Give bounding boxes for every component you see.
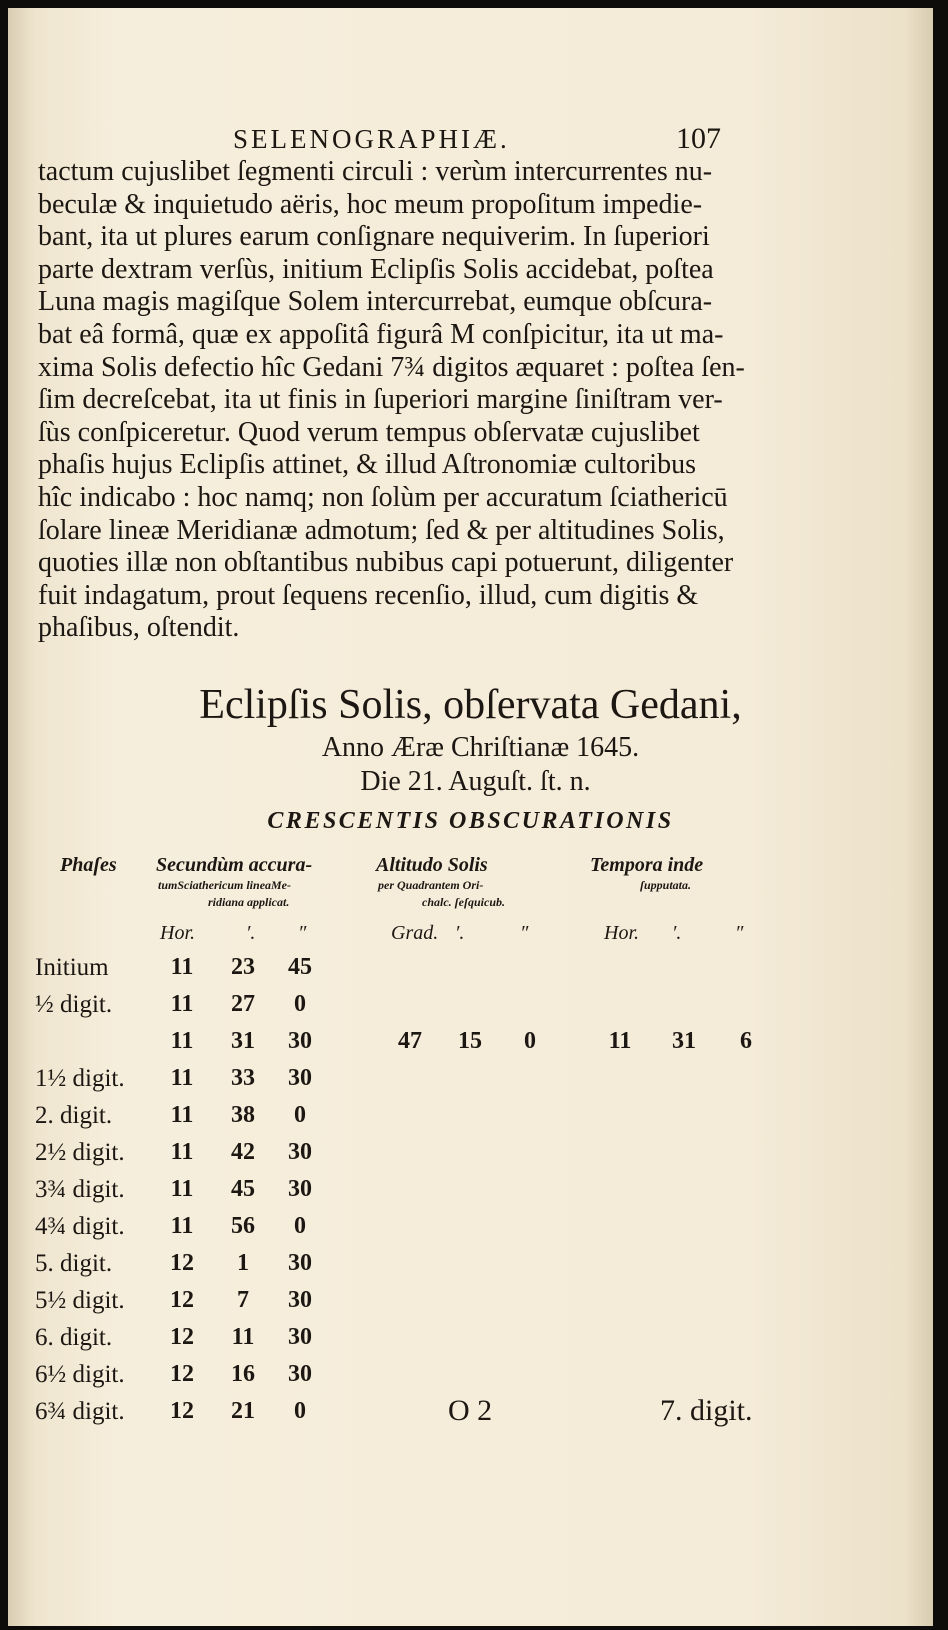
phase-label: Initium [35,954,109,981]
cell-second: 30 [288,1176,312,1202]
cell-time-hour: 11 [608,1028,632,1054]
text-line: phaſis hujus Eclipſis attinet, & illud Aſtronomiæ cultoribus [38,449,696,481]
cell-minute: 23 [231,954,255,980]
cell-minute: 31 [231,1028,255,1054]
col-title: Tempora inde [590,854,704,876]
signature-mark: O 2 [448,1394,493,1427]
book-page [8,8,933,1626]
cell-second: 45 [288,954,312,980]
text-line: beculæ & inquietudo aëris, hoc meum propoſitum impedie- [38,188,703,220]
text-line: fuit indagatum, prout ſequens recenſio, illud, cum digitis & [38,579,699,611]
cell-minute: 7 [237,1287,249,1313]
text-line: xima Solis defectio hîc Gedani 7¾ digitos æquaret : poſtea ſen- [38,351,745,383]
cell-minute: 16 [231,1361,255,1387]
section-heading: CRESCENTIS OBSCURATIONIS [267,808,674,834]
eclipse-date: Die 21. Auguſt. ſt. n. [360,766,591,797]
unit-minute: ′. [672,922,682,944]
cell-hour: 12 [170,1398,194,1424]
text-line: hîc indicabo : hoc namq; non ſolùm per accuratum ſciathericū [38,481,728,513]
cell-alt-minute: 15 [458,1028,482,1054]
unit-second: ″ [520,922,529,944]
phase-label: 2. digit. [35,1102,113,1129]
text-line: ſolare lineæ Meridianæ admotum; ſed & per altitudines Solis, [38,514,725,546]
col-subtitle: ridiana applicat. [208,895,290,909]
text-line: parte dextram verſùs, initium Eclipſis Solis accidebat, poſtea [38,253,714,285]
cell-hour: 11 [170,1139,194,1165]
text-line: Luna magis magiſque Solem intercurrebat, eumque obſcura- [38,286,713,318]
cell-minute: 21 [231,1398,255,1424]
cell-second: 0 [294,1102,306,1128]
cell-hour: 11 [170,1102,194,1128]
cell-second: 30 [288,1065,312,1091]
phase-label: 4¾ digit. [35,1213,125,1240]
phase-label: ½ digit. [35,991,113,1018]
text-line: phaſibus, oſtendit. [38,612,240,644]
unit-hour: Hor. [604,922,640,944]
phase-label: 6½ digit. [35,1361,125,1388]
cell-minute: 56 [231,1213,255,1239]
col-subtitle: chalc. ſeſquicub. [422,895,505,909]
cell-hour: 12 [170,1287,194,1313]
cell-alt-degree: 47 [398,1028,422,1054]
phase-label: 1½ digit. [35,1065,125,1092]
phase-label: 2½ digit. [35,1139,125,1166]
cell-second: 30 [288,1250,312,1276]
cell-hour: 12 [170,1361,194,1387]
cell-hour: 12 [170,1250,194,1276]
cell-time-second: 6 [740,1028,752,1054]
text-line: bant, ita ut plures earum conſignare nequiverim. In ſuperiori [38,221,710,253]
text-line: quoties illæ non obſtantibus nubibus capi potuerunt, diligenter [38,547,734,579]
phase-label: 6. digit. [35,1324,113,1351]
cell-hour: 11 [170,1176,194,1202]
phase-label: 6¾ digit. [35,1398,125,1425]
cell-minute: 1 [237,1250,249,1276]
cell-minute: 45 [231,1176,255,1202]
cell-second: 0 [294,1213,306,1239]
unit-second: ″ [298,922,307,944]
unit-minute: ′. [455,922,465,944]
text-line: ſim decreſcebat, ita ut finis in ſuperiori margine ſiniſtram ver- [38,384,723,416]
cell-alt-second: 0 [524,1028,536,1054]
cell-second: 0 [294,991,306,1017]
cell-minute: 27 [231,991,255,1017]
cell-hour: 11 [170,991,194,1017]
text-line: ſùs conſpiceretur. Quod verum tempus obſervatæ cujuslibet [38,416,700,448]
cell-minute: 42 [231,1139,255,1165]
unit-minute: ′. [246,922,256,944]
unit-hour: Hor. [160,922,196,944]
observation-table [8,8,933,1626]
cell-minute: 11 [231,1324,255,1350]
cell-time-minute: 31 [672,1028,696,1054]
col-header-phases: Phaſes [60,854,117,876]
phase-label: 3¾ digit. [35,1176,125,1203]
cell-minute: 38 [231,1102,255,1128]
cell-hour: 11 [170,1065,194,1091]
cell-hour: 11 [170,1213,194,1239]
cell-second: 0 [294,1398,306,1424]
cell-second: 30 [288,1028,312,1054]
cell-second: 30 [288,1324,312,1350]
cell-second: 30 [288,1287,312,1313]
cell-minute: 33 [231,1065,255,1091]
cell-hour: 11 [170,1028,194,1054]
col-title: Secundùm accura- [156,854,313,876]
catchword: 7. digit. [660,1394,753,1427]
eclipse-title: Eclipſis Solis, obſervata Gedani, [199,682,742,728]
cell-hour: 12 [170,1324,194,1350]
text-line: tactum cujuslibet ſegmenti circuli : verùm intercurrentes nu- [38,156,713,187]
phase-label: 5. digit. [35,1250,113,1277]
phase-label: 5½ digit. [35,1287,125,1314]
cell-second: 30 [288,1139,312,1165]
cell-hour: 11 [170,954,194,980]
col-title: Altitudo Solis [376,854,488,876]
col-subtitle: ſupputata. [640,878,692,892]
page-number: 107 [676,122,721,155]
running-head: SELENOGRAPHIÆ. [233,124,510,154]
eclipse-year: Anno Æræ Chriſtianæ 1645. [321,732,640,763]
unit-degree: Grad. [391,922,439,944]
unit-second: ″ [735,922,744,944]
col-subtitle: tumSciathericum lineaMe- [158,878,292,892]
text-line: bat eâ formâ, quæ ex appoſitâ figurâ M conſpicitur, ita ut ma- [38,318,724,350]
col-subtitle: per Quadrantem Ori- [378,878,484,892]
cell-second: 30 [288,1361,312,1387]
